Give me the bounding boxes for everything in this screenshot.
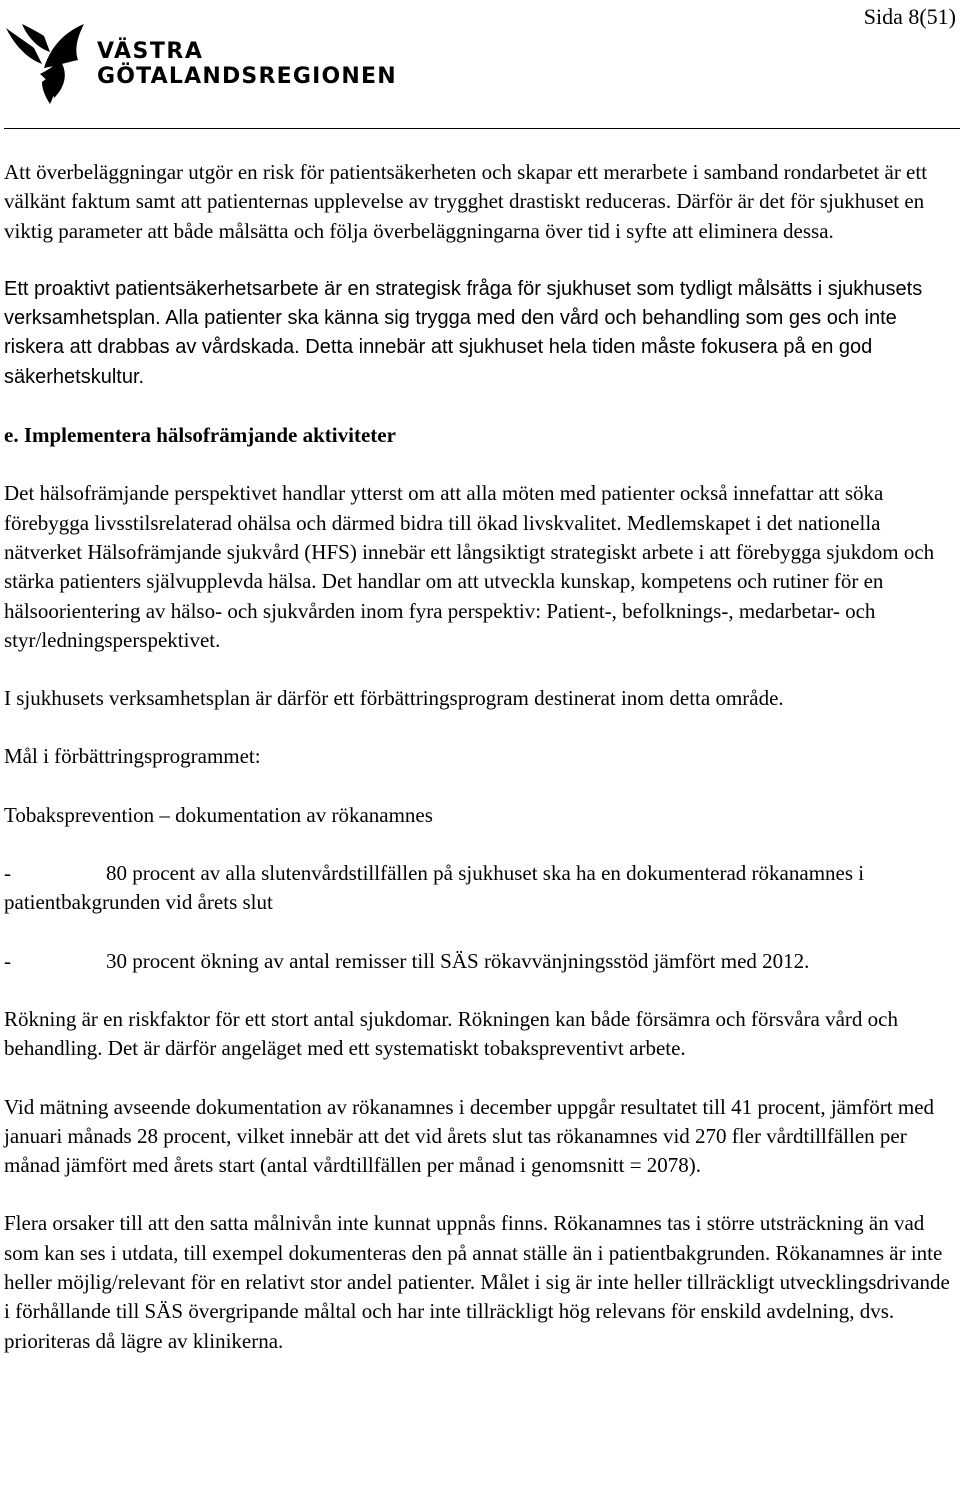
list-item: - 80 procent av alla slutenvårdstillfällen på sjukhuset ska ha en dokumenterad rökanamnes i patientbakgrunden vid årets slut <box>4 861 865 915</box>
paragraph-mal: Mål i förbättringsprogrammet: <box>4 744 261 769</box>
vastra-gotalandsregionen-logo <box>4 18 404 110</box>
paragraph-verksamhetsplan: I sjukhusets verksamhetsplan är därför ett förbättringsprogram destinerat inom detta område. <box>4 686 784 711</box>
paragraph-patientsakerhet: Ett proaktivt patientsäkerhetsarbete är en strategisk fråga för sjukhuset som tydligt målsätts i sjukhusets verksamhetsplan. Alla patienter ska känna sig trygga med den vård och behandling som ges och inte riskera att drabbas av vårdskada. Detta innebär att sjukhuset hela tiden måste fokusera på en god säkerhetskultur. <box>4 277 923 388</box>
paragraph-matning: Vid mätning avseende dokumentation av rökanamnes i december uppgår resultatet till 41 procent, jämfört med januari månads 28 procent, vilket innebär att det vid årets slut tas rökanamnes vid 270 fler vårdtillfällen per månad jämfört med årets start (antal vårdtillfällen per månad i genomsnitt = 2078). <box>4 1094 935 1178</box>
paragraph-orsaker: Flera orsaker till att den satta målnivån inte kunnat uppnås finns. Rökanamnes tas i större utsträckning än vad som kan ses i utdata, till exempel dokumenteras den på annat ställe än i patientbakgrunden. Rökanamnes är inte heller möjlig/relevant för en relativt stor andel patienter. Målet i sig är inte heller tillräckligt utvecklingsdrivande i förhållande till SÄS övergripande måltal och har inte tillräckligt hög relevans för enskild avdelning, dvs. prioriteras då lägre av klinikerna. <box>4 1211 950 1353</box>
paragraph-halsoframjande: Det hälsofrämjande perspektivet handlar ytterst om att alla möten med patienter också innefattar att söka förebygga livsstilsrelaterad ohälsa och därmed bidra till ökad livskvalitet. Medlemskapet i det nationella nätverket Hälsofrämjande sjukvård (HFS) innebär ett långsiktigt strategiskt arbete i att förebygga sjukdom och stärka patienters självupplevda hälsa. Det handlar om att utveckla kunskap, kompetens och rutiner för en hälsoorientering av hälso- och sjukvården inom fyra perspektiv: Patient-, befolknings-, medarbetar- och styr/ledningsperspektivet. <box>4 481 935 652</box>
list-item: - 30 procent ökning av antal remisser till SÄS rökavvänjningsstöd jämfört med 2012. <box>4 948 810 973</box>
logo-line-gotalandsregionen: GÖTALANDSREGIONEN <box>97 64 397 89</box>
page-number: Sida 8(51) <box>863 4 956 29</box>
header-divider <box>4 128 960 129</box>
paragraph-tobaksprevention: Tobaksprevention – dokumentation av rökanamnes <box>4 802 433 827</box>
paragraph-rokning: Rökning är en riskfaktor för ett stort antal sjukdomar. Rökningen kan både försämra och försvåra vård och behandling. Det är därför angeläget med ett systematiskt tobakspreventivt arbete. <box>4 1006 898 1061</box>
logo-line-vastra: VÄSTRA <box>97 39 204 64</box>
region-emblem-icon <box>4 18 96 110</box>
section-heading: e. Implementera hälsofrämjande aktiviteter <box>4 423 396 448</box>
paragraph-overbelaggningar: Att överbeläggningar utgör en risk för patientsäkerheten och skapar ett merarbete i samband rondarbetet är ett välkänt faktum samt att patienternas upplevelse av trygghet drastiskt reduceras. Därför är det för sjukhuset en viktig parameter att både målsätta och följa överbeläggningarna över tid i syfte att eliminera dessa. <box>4 160 928 243</box>
document-body <box>4 158 956 1356</box>
